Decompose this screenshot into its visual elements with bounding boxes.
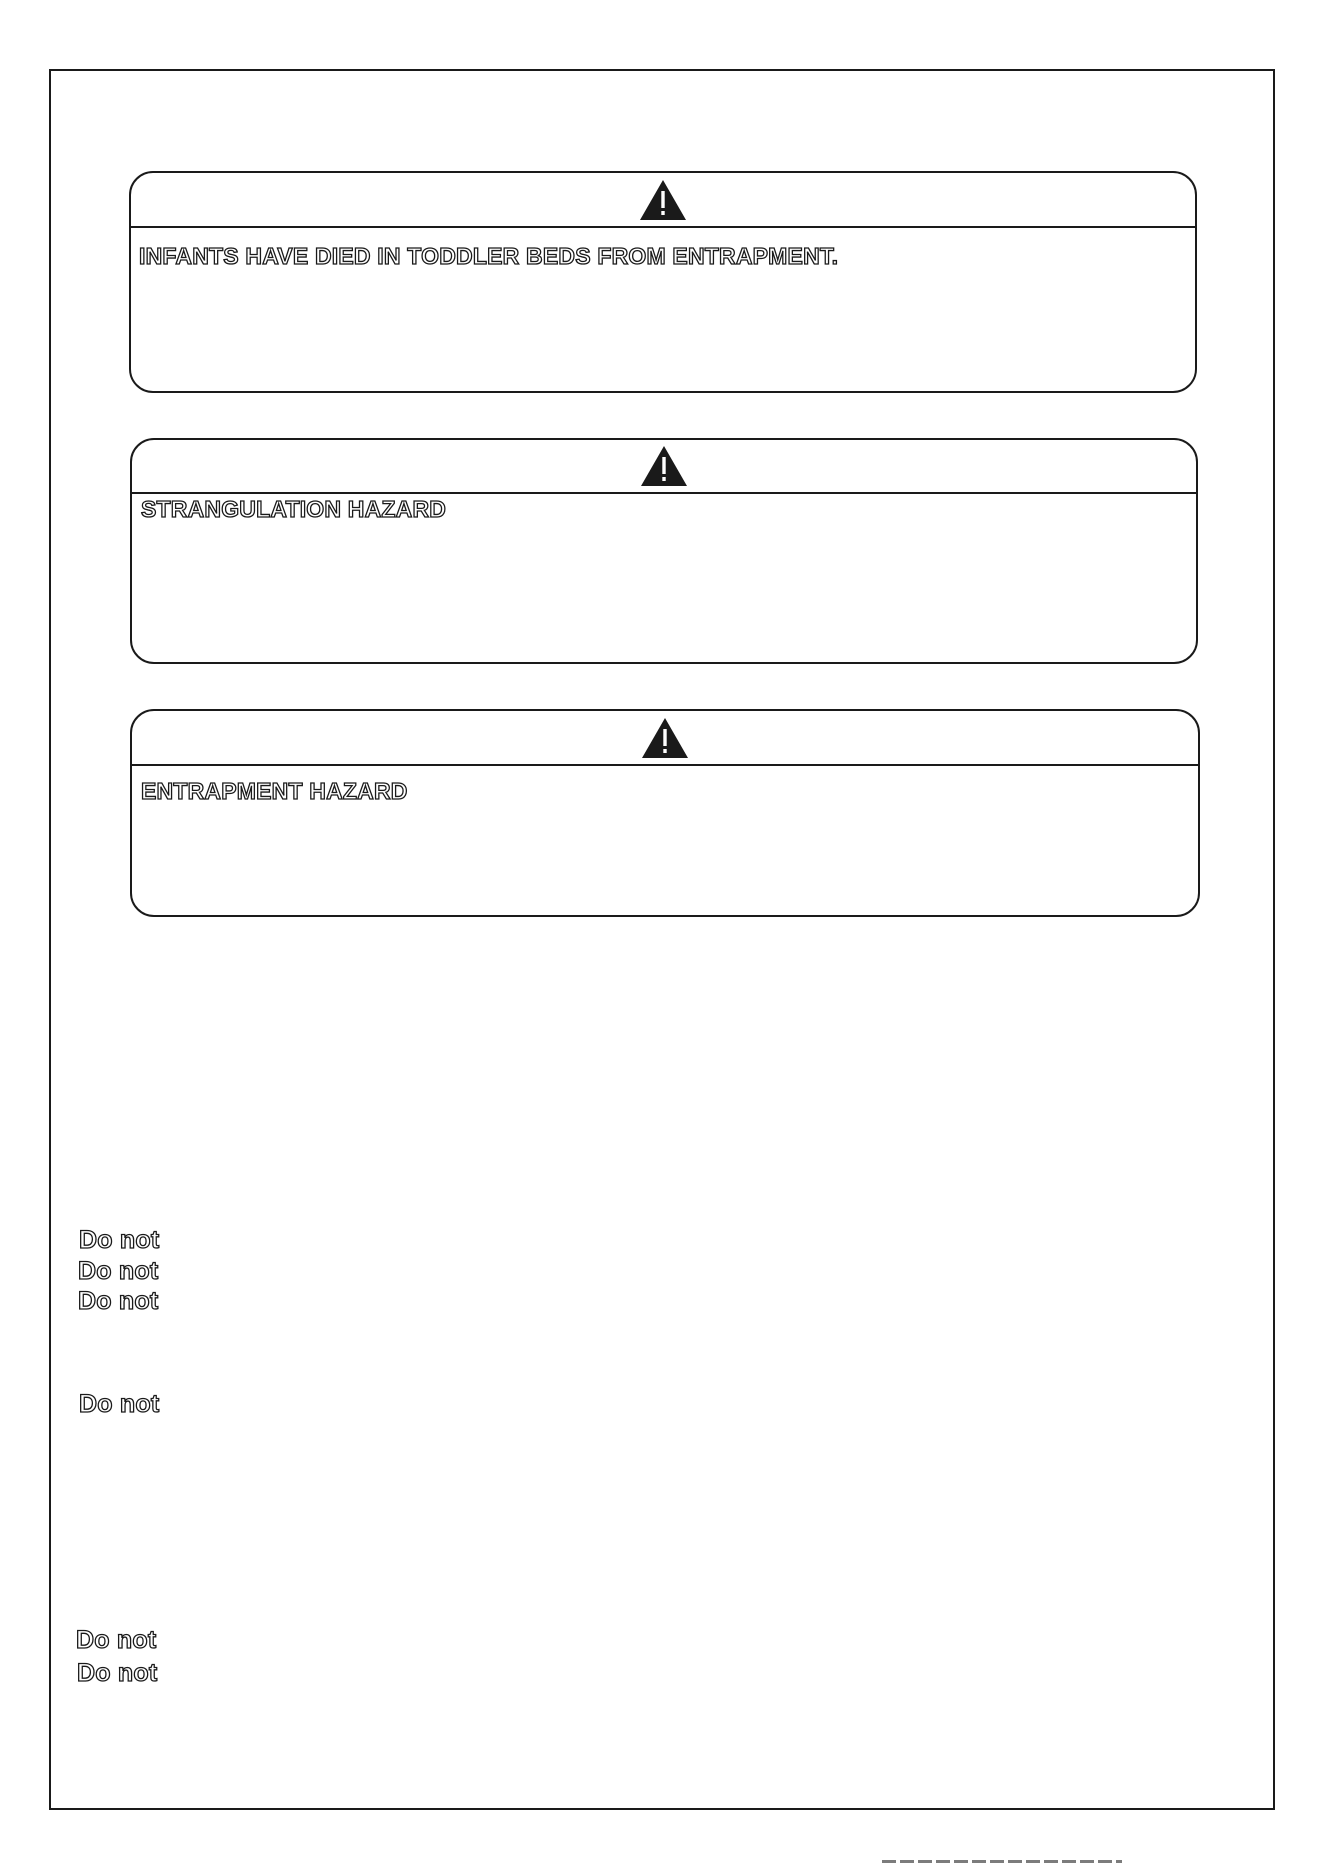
warning-triangle-icon — [641, 717, 689, 759]
warning-triangle-icon — [639, 179, 687, 221]
warning-box-entrapment — [130, 709, 1200, 917]
warning-triangle-icon — [640, 445, 688, 487]
instruction-line: Do not — [76, 1626, 157, 1654]
warning-header — [132, 711, 1198, 766]
instruction-line: Do not — [78, 1287, 159, 1315]
warning-header — [131, 173, 1195, 228]
instruction-line: Do not — [77, 1659, 158, 1687]
instruction-line: Do not — [78, 1257, 159, 1285]
instruction-line: Do not — [79, 1226, 160, 1254]
warning-headline: ENTRAPMENT HAZARD — [141, 778, 408, 804]
footer-scan-mark — [882, 1860, 1122, 1863]
instruction-line: Do not — [79, 1390, 160, 1418]
warning-headline: INFANTS HAVE DIED IN TODDLER BEDS FROM ENTRAPMENT. — [139, 243, 839, 269]
warning-box-entrapment-infants — [129, 171, 1197, 393]
warning-box-strangulation — [130, 438, 1198, 664]
warning-header — [132, 440, 1196, 494]
warning-headline: STRANGULATION HAZARD — [141, 496, 447, 522]
